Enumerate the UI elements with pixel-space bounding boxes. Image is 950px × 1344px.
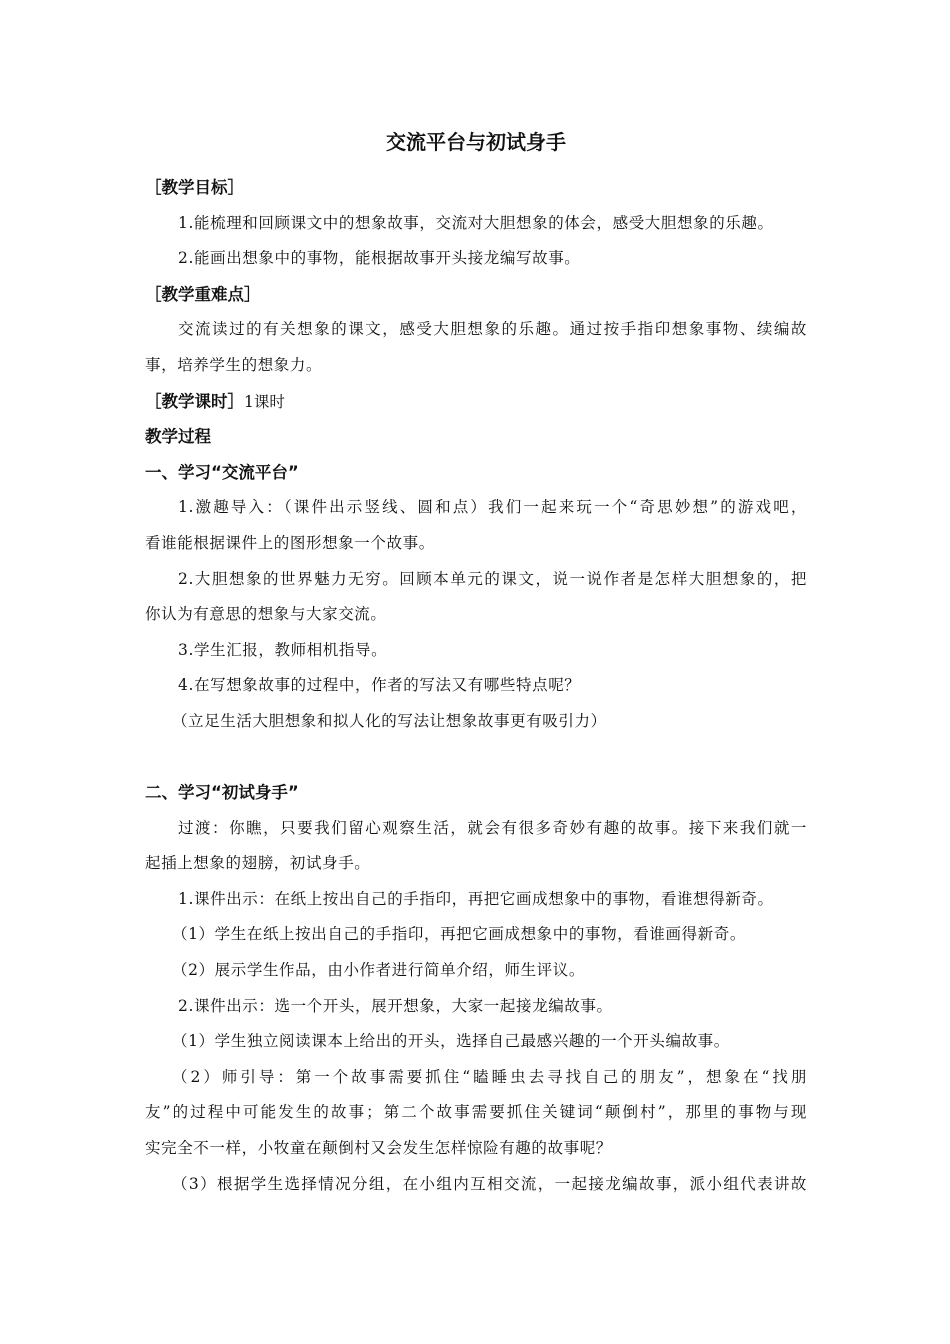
heading-value: 1课时: [244, 392, 285, 411]
paragraph-line: 看谁能根据课件上的图形想象一个故事。: [145, 533, 435, 552]
section-heading: [145, 384, 807, 420]
section-heading: [145, 775, 807, 811]
paragraph-line: 3.学生汇报，教师相机指导。: [178, 640, 388, 659]
section-heading: [145, 455, 807, 491]
paragraph-line: 你认为有意思的想象与大家交流。: [145, 605, 387, 624]
paragraph-line: （2）展示学生作品，由小作者进行简单介绍，师生评议。: [172, 961, 585, 980]
heading-text: 教学过程: [145, 427, 211, 447]
paragraph-line: （1）学生独立阅读课本上给出的开头，选择自己最感兴趣的一个开头编故事。: [172, 1032, 730, 1051]
paragraph-line: 过渡：你瞧，只要我们留心观察生活，就会有很多奇妙有趣的故事。接下来我们就一: [178, 818, 807, 837]
document-body: [145, 170, 807, 1202]
blank-line: [145, 740, 807, 776]
section-heading: [145, 419, 807, 455]
heading-text: 二、学习“初试身手”: [145, 783, 299, 803]
document-title: 交流平台与初试身手: [386, 130, 566, 154]
paragraph-line: 1.激趣导入：（课件出示竖线、圆和点）我们一起来玩一个“奇思妙想”的游戏吧，: [178, 498, 807, 517]
document-page: [145, 124, 807, 1202]
section-heading: [145, 170, 807, 206]
section-heading: [145, 277, 807, 313]
paragraph-line: 起插上想象的翅膀，初试身手。: [145, 854, 371, 873]
paragraph-line: （3）根据学生选择情况分组，在小组内互相交流，一起接龙编故事，派小组代表讲故: [172, 1174, 807, 1193]
paragraph-line: 1.能梳理和回顾课文中的想象故事，交流对大胆想象的体会，感受大胆想象的乐趣。: [178, 213, 774, 232]
paragraph-line: 事，培养学生的想象力。: [145, 355, 323, 374]
paragraph-line: （2）师引导：第一个故事需要抓住“瞌睡虫去寻找自己的朋友”，想象在“找朋: [172, 1067, 807, 1086]
paragraph-line: 2.大胆想象的世界魅力无穷。回顾本单元的课文，说一说作者是怎样大胆想象的，把: [178, 569, 807, 588]
paragraph-line: 实完全不一样，小牧童在颠倒村又会发生怎样惊险有趣的故事呢？: [145, 1139, 612, 1158]
heading-text: 一、学习“交流平台”: [145, 462, 299, 482]
heading-text: ［教学重难点］: [145, 284, 261, 304]
paragraph-line: 交流读过的有关想象的课文，感受大胆想象的乐趣。通过按手指印想象事物、续编故: [178, 320, 807, 339]
heading-text: ［教学目标］: [145, 178, 244, 197]
paragraph-line: 1.课件出示：在纸上按出自己的手指印，再把它画成想象中的事物，看谁想得新奇。: [178, 889, 774, 908]
paragraph-line: 2.能画出想象中的事物，能根据故事开头接龙编写故事。: [178, 249, 581, 268]
paragraph-line: （立足生活大胆想象和拟人化的写法让想象故事更有吸引力）: [172, 711, 607, 730]
paragraph-line: （1）学生在纸上按出自己的手指印，再把它画成想象中的事物，看谁画得新奇。: [172, 925, 746, 944]
paragraph-line: 友”的过程中可能发生的故事；第二个故事需要抓住关键词“颠倒村”，那里的事物与现: [145, 1103, 807, 1122]
heading-text: ［教学课时］: [145, 391, 244, 411]
paragraph-line: 2.课件出示：选一个开头，展开想象，大家一起接龙编故事。: [178, 996, 613, 1015]
paragraph-line: 4.在写想象故事的过程中，作者的写法又有哪些特点呢？: [178, 676, 581, 695]
